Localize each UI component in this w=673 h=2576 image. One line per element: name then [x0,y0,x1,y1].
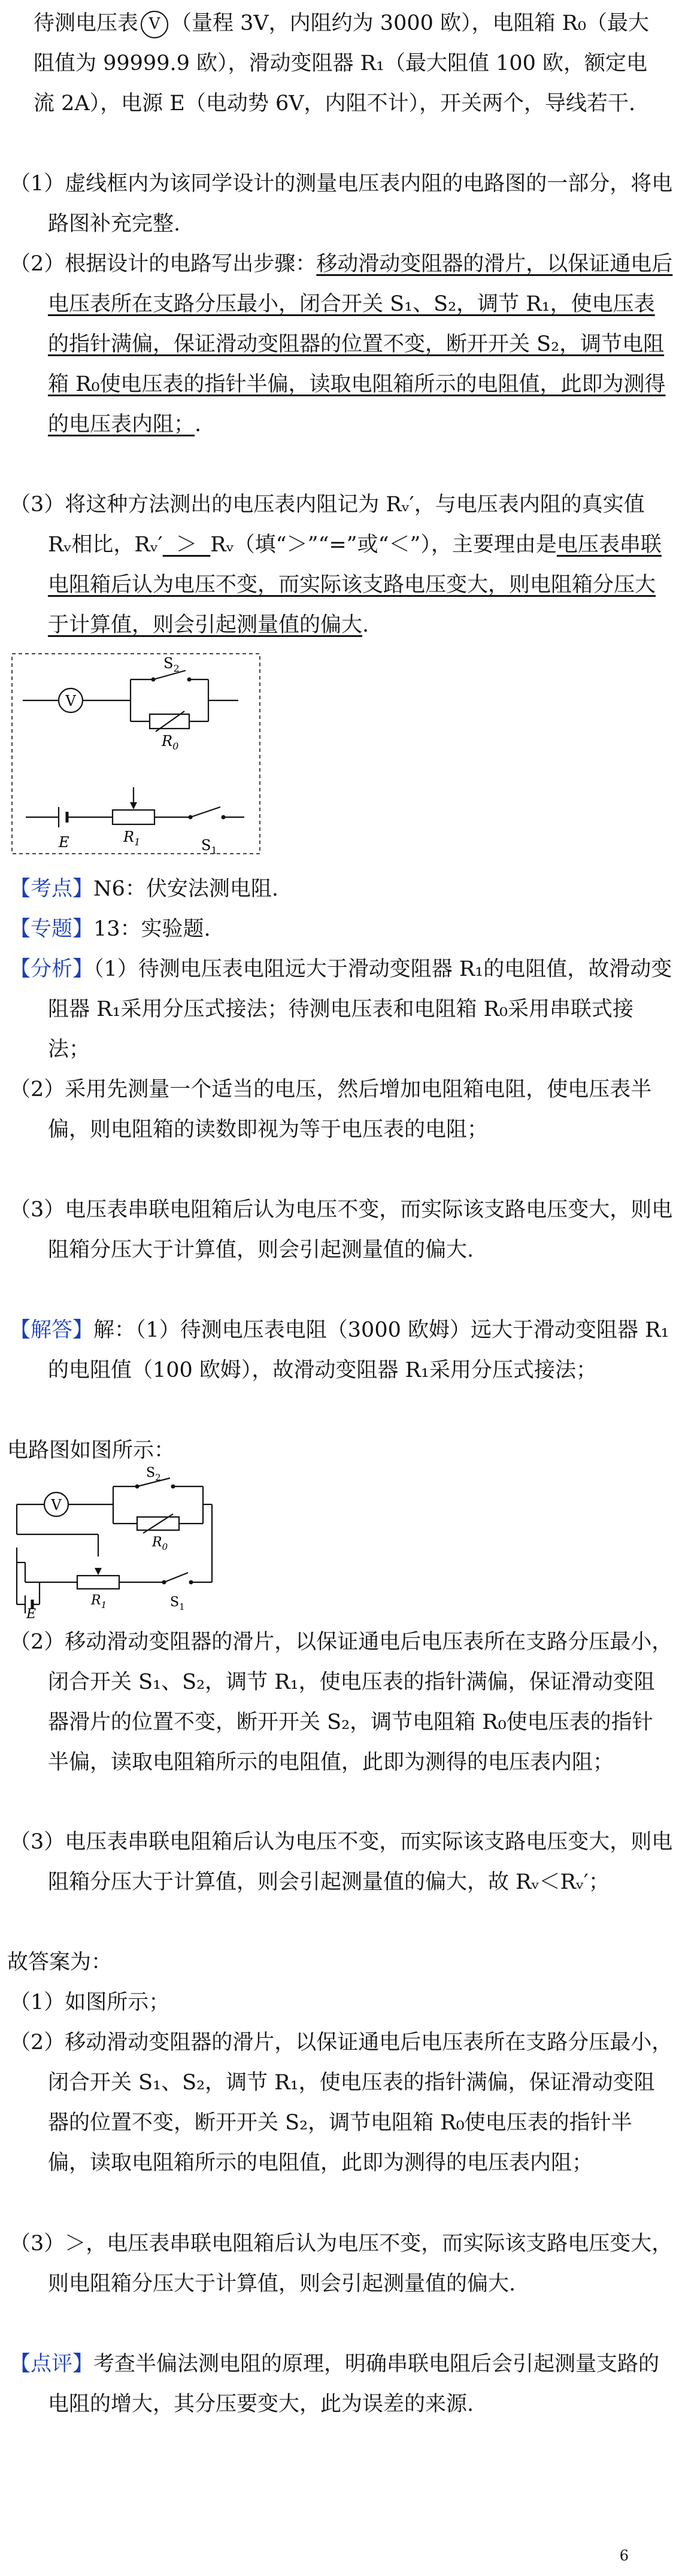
zhuanti [10,909,635,949]
answer-title: 故答案为： [7,1950,113,1974]
problem-intro [10,4,659,124]
voltmeter-symbol-icon: V [141,11,168,38]
answer-2: （2）移动滑动变阻器的滑片，以保证通电后电压表所在支路分压最小，闭合开关 S₁、S₂，调节 R₁，使电压表的指针满偏，保证滑动变阻器的位置不变，断开开关 S₂，调节电阻箱 R₀使电压表的指针半偏，读取电阻箱所示的电阻值，此即为测得的电压表内阻； [10,2031,673,2175]
e-label: E [59,834,69,851]
fenxi-3: （3）电压表串联电阻箱后认为电压不变，而实际该支路电压变大，则电阻箱分压大于计算值，则会引起测量值的偏大. [10,1198,673,1262]
dianping-tag: 【点评】 [10,2352,94,2376]
intro-text-a: 待测电压表 [34,11,139,35]
answer-3: （3）＞，电压表串联电阻箱后认为电压不变，而实际该支路电压变大，则电阻箱分压大于计算值，则会引起测量值的偏大. [10,2232,673,2296]
voltmeter-label-2: V [51,1497,62,1513]
circuit-caption: 电路图如图所示： [7,1439,175,1463]
s2-label: $S_2$ [163,655,180,674]
q3-text-b: Rᵥ（填“＞”“=”或“＜”），主要理由是 [210,533,557,557]
kaodian-text: N6：伏安法测电阻. [93,877,279,901]
page-number: 6 [619,2547,629,2564]
question-2 [10,244,673,445]
s2-label-2: $S_2$ [146,1466,161,1483]
jieda-3: （3）电压表串联电阻箱后认为电压不变，而实际该支路电压变大，则电阻箱分压大于计算值，则会引起测量值的偏大，故 Rᵥ＜Rᵥ′； [10,1830,673,1894]
zhuanti-text: 13：实验题. [93,917,211,941]
fenxi-2: （2）采用先测量一个适当的电压，然后增加电阻箱电阻，使电压表半偏，则电阻箱的读数即视为等于电压表的电阻； [10,1078,652,1142]
q3-reason: 电压表串联电阻箱后认为电压不变，而实际该支路电压变大，则电阻箱分压大于计算值，则会引起测量值的偏大 [48,533,662,637]
q2-answer: 移动滑动变阻器的滑片，以保证通电后电压表所在支路分压最小，闭合开关 S₁、S₂，调节 R₁，使电压表的指针满偏，保证滑动变阻器的位置不变，断开开关 S₂，调节电阻箱 R₀使电压表的指针半偏，读取电阻箱所示的电阻值，此即为测得的电压表内阻； [48,252,673,436]
fenxi-tag: 【分析】 [10,957,94,981]
kaodian [10,869,635,909]
fenxi-text-1: （1）待测电压表电阻远大于滑动变阻器 R₁的电阻值，故滑动变阻器 R₁采用分压式接法；待测电压表和电阻箱 R₀采用串联式接法； [48,957,672,1061]
dianping [10,2344,673,2425]
q3-end: . [362,613,369,637]
kaodian-tag: 【考点】 [10,877,94,901]
zhuanti-tag: 【专题】 [10,917,94,941]
r1-label-2: $R_1$ [91,1593,107,1610]
r0-label: $R_0$ [162,733,179,752]
q2-prefix: （2）根据设计的电路写出步骤： [10,252,317,276]
voltmeter-label: V [65,693,76,709]
jieda-1 [10,1310,673,1391]
circuit-figure-complete [8,1466,224,1622]
q2-suffix: . [195,412,202,436]
jieda-tag: 【解答】 [10,1318,94,1342]
fenxi-1 [10,949,673,1070]
s1-label-2: $S_1$ [170,1595,185,1612]
intro-text-b: （量程 3V，内阻约为 3000 欧），电阻箱 R₀（最大阻值为 99999.9 欧），滑动变阻器 R₁（最大阻值 100 欧，额定电流 2A），电源 E（电动势 6V，内阻不计），开关两个，导线若干. [34,11,650,116]
dianping-text: 考查半偏法测电阻的原理，明确串联电阻后会引起测量支路的电阻的增大，其分压要变大，此为误差的来源. [48,2352,660,2416]
question-3 [10,485,673,645]
q3-answer: ＞ [176,533,198,557]
circuit-figure-partial [11,653,262,856]
answer-1: （1）如图所示； [10,1991,170,2014]
e-label-2: E [26,1607,37,1622]
question-1: （1）虚线框内为该同学设计的测量电压表内阻的电路图的一部分，将电路图补充完整. [10,172,673,236]
s1-label: $S_1$ [201,837,217,856]
q3-answer-blank [163,533,211,557]
jieda-text-1: 解：（1）待测电压表电阻（3000 欧姆）远大于滑动变阻器 R₁的电阻值（100 欧姆），故滑动变阻器 R₁采用分压式接法； [48,1318,669,1382]
jieda-2: （2）移动滑动变阻器的滑片，以保证通电后电压表所在支路分压最小，闭合开关 S₁、S₂，调节 R₁，使电压表的指针满偏，保证滑动变阻器滑片的位置不变，断开开关 S₂，调节电阻箱 R₀使电压表的指针半偏，读取电阻箱所示的电阻值，此即为测得的电压表内阻； [10,1630,673,1774]
q3-text-a: （3）将这种方法测出的电压表内阻记为 Rᵥ′，与电压表内阻的真实值 Rᵥ相比，Rᵥ′ [10,493,645,557]
r1-label: $R_1$ [123,829,141,848]
r0-label-2: $R_0$ [152,1535,168,1552]
